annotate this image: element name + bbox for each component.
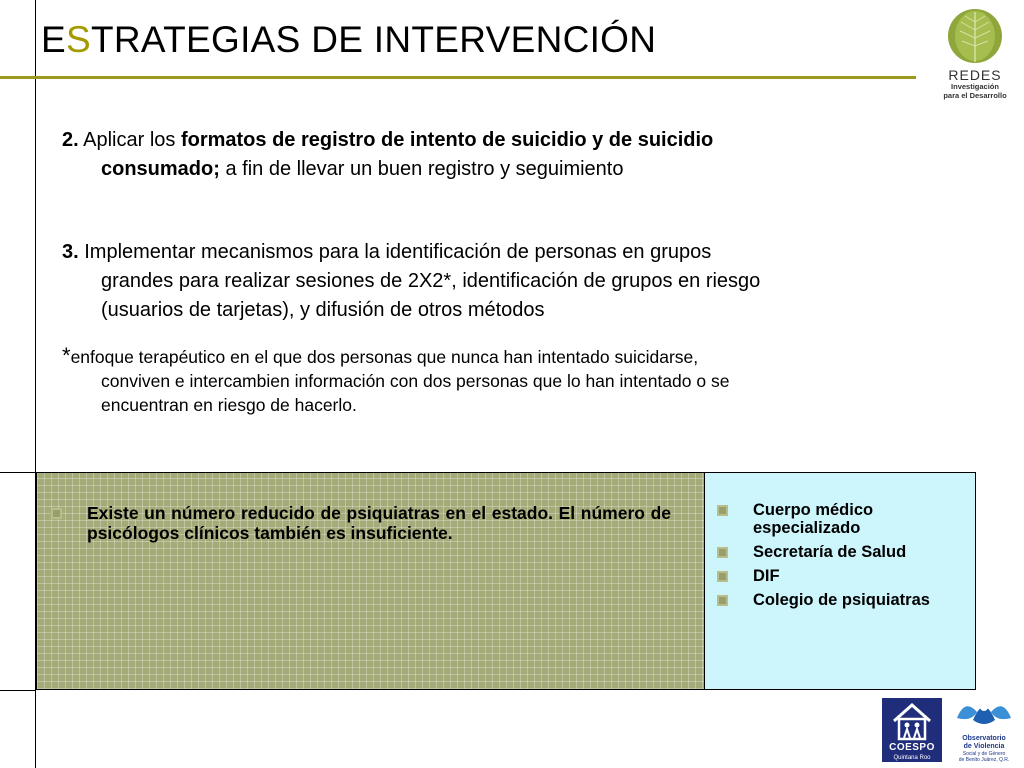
item-2 [62,126,942,184]
logo-subtitle-1: Investigación [951,82,999,91]
margin-tick [0,472,36,473]
title-underline [0,76,916,79]
item-text: a fin de llevar un buen registro y seguimiento [219,158,624,180]
logo-subtitle-2: para el Desarrollo [943,91,1007,100]
coespo-place: Quintana Roo [893,755,931,761]
list-item-label: Colegio de psiquiatras [753,591,930,609]
footnote-line: encuentran en riesgo de hacerlo. [101,395,357,415]
margin-tick [0,690,36,691]
problem-statement [87,503,671,543]
item-text: Aplicar los [78,129,181,151]
item-line: grandes para realizar sesiones de 2X2*, identificación de grupos en riesgo [101,270,761,292]
list-item-label: Cuerpo médico especializado [753,501,874,537]
item-text: Implementar mecanismos para la identificación de personas en grupos [78,241,712,263]
item-bold-text: formatos de registro de intento de suicidio y de suicidio [180,129,714,151]
item-number: 3. [62,241,79,263]
slide-title [41,16,656,64]
footnote-asterisk: * [62,343,71,368]
coespo-logo [882,698,942,762]
coespo-name: COESPO [889,742,935,753]
footnote-text: enfoque terapéutico en el que dos personas que nunca han intentado suicidarse, [70,347,699,367]
list-item [717,591,967,609]
list-item-label: DIF [753,567,780,585]
footnote-line: conviven e intercambien información con dos personas que lo han intentado o se [101,371,730,391]
observatorio-logo [948,698,1020,766]
list-item-label: Secretaría de Salud [753,543,907,561]
figures-icon [951,698,1017,730]
leaf-icon [947,4,1003,68]
title-letter-e: E [41,19,66,60]
list-item [717,543,967,561]
list-item [717,501,967,537]
observatorio-subtitle: Social y de Género [962,751,1006,757]
redes-logo [930,4,1020,104]
list-item [717,567,967,585]
item-number: 2. [62,129,79,151]
logo-brand: REDES [948,67,1002,83]
actors-list [717,501,967,615]
square-bullet-icon [717,571,728,582]
title-rest: TRATEGIAS DE INTERVENCIÓN [90,19,657,60]
square-bullet-icon [51,508,62,519]
square-bullet-icon [717,505,728,516]
item-3 [62,238,942,325]
problem-panel [36,472,705,690]
square-bullet-icon [717,595,728,606]
title-accent-letter: S [65,19,91,60]
square-bullet-icon [717,547,728,558]
observatorio-title: Observatorio [962,735,1006,742]
problem-text: Existe un número reducido de psiquiatras en el estado. El número de psicólogos clínicos también es insuficiente. [87,503,671,543]
observatorio-subtitle: de Benito Juárez, Q.R. [958,757,1010,763]
item-line: (usuarios de tarjetas), y difusión de otros métodos [101,299,545,321]
actors-panel [705,472,976,690]
observatorio-title: de Violencia [963,743,1005,750]
item-bold-text: consumado; [101,158,220,180]
item-line [62,155,942,184]
house-people-icon [890,701,934,741]
footnote [62,344,942,417]
